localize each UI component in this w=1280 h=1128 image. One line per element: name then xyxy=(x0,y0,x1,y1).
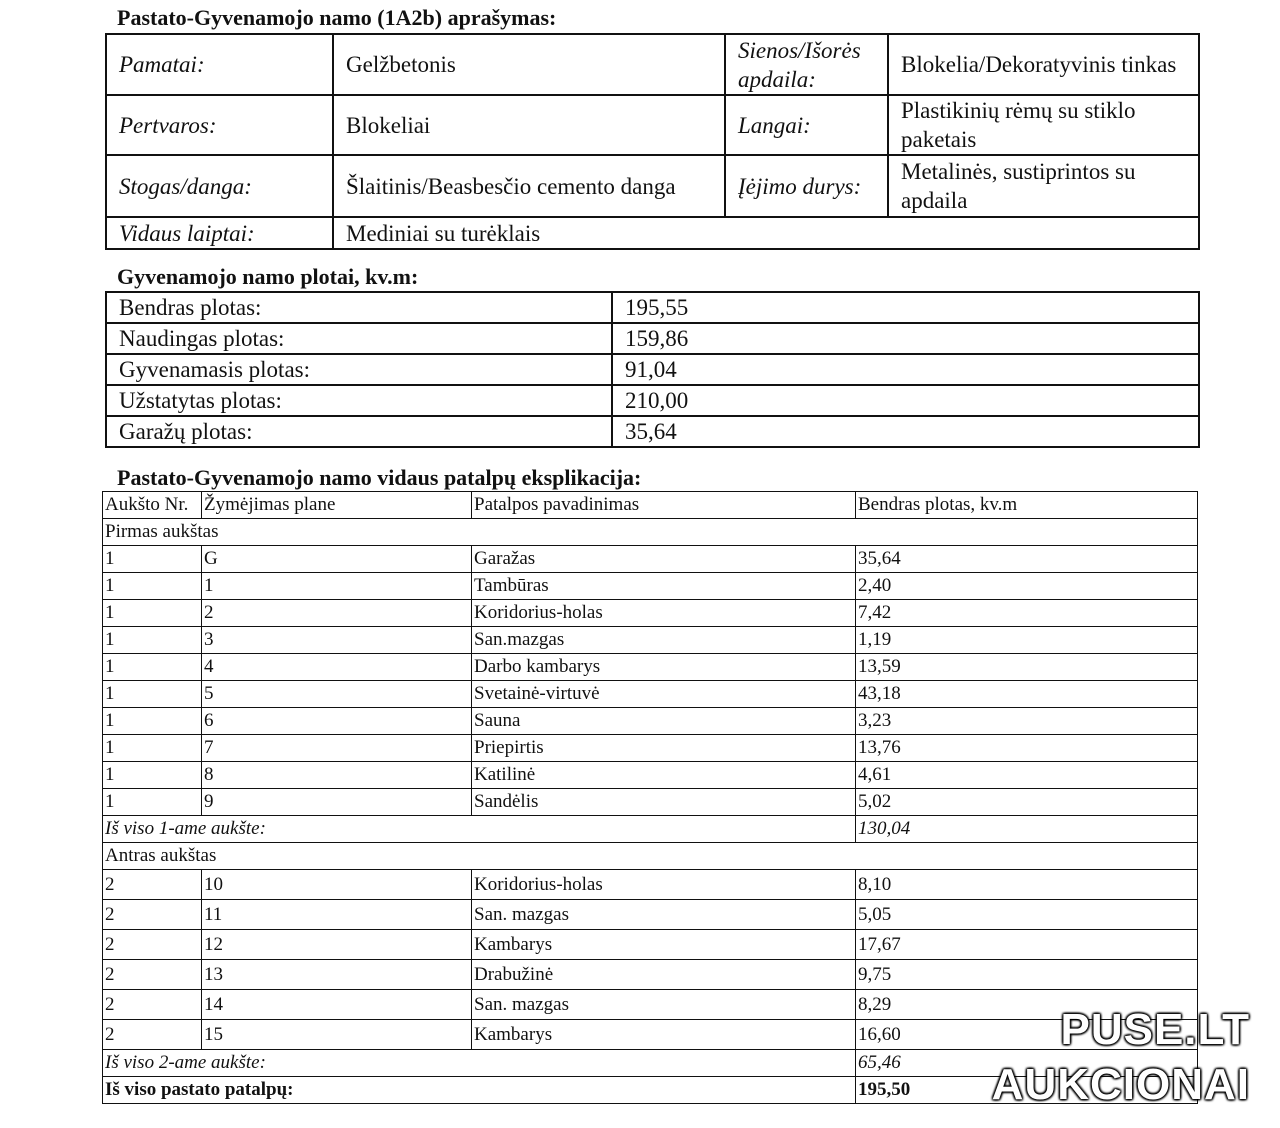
floor-cell: 1 xyxy=(103,654,202,681)
table-row xyxy=(103,735,1198,762)
plan-mark-cell: 6 xyxy=(202,708,472,735)
table-header-row xyxy=(103,492,1198,519)
floor1-sum-row xyxy=(103,816,1198,843)
table-row xyxy=(103,1020,1198,1050)
area-cell: 9,75 xyxy=(856,960,1198,990)
table-row xyxy=(103,600,1198,627)
table-row xyxy=(103,762,1198,789)
area-cell: 3,23 xyxy=(856,708,1198,735)
table-row xyxy=(103,681,1198,708)
windows-value: Plastikinių rėmų su stiklo paketais xyxy=(888,95,1199,155)
plan-mark-cell: 8 xyxy=(202,762,472,789)
area-cell: 8,29 xyxy=(856,990,1198,1020)
room-name-cell: Katilinė xyxy=(472,762,856,789)
area-cell: 7,42 xyxy=(856,600,1198,627)
table-row xyxy=(103,900,1198,930)
area-cell: 1,19 xyxy=(856,627,1198,654)
room-name-cell: Drabužinė xyxy=(472,960,856,990)
walls-value: Blokelia/Dekoratyvinis tinkas xyxy=(888,34,1199,95)
room-name-cell: Sandėlis xyxy=(472,789,856,816)
table-row xyxy=(106,354,1199,385)
area-cell: 8,10 xyxy=(856,870,1198,900)
watermark-line1: PUSE.LT xyxy=(1060,1005,1250,1054)
plan-mark-cell: 15 xyxy=(202,1020,472,1050)
floor-cell: 1 xyxy=(103,600,202,627)
plan-mark-cell: G xyxy=(202,546,472,573)
area-cell: 43,18 xyxy=(856,681,1198,708)
floor-cell: 1 xyxy=(103,735,202,762)
area-cell: 13,59 xyxy=(856,654,1198,681)
room-name-cell: San.mazgas xyxy=(472,627,856,654)
plan-mark-cell: 10 xyxy=(202,870,472,900)
total-value: 195,50 xyxy=(856,1077,1198,1104)
description-table xyxy=(105,33,1200,250)
header-area: Bendras plotas, kv.m xyxy=(856,492,1198,519)
plan-mark-cell: 7 xyxy=(202,735,472,762)
table-row xyxy=(103,627,1198,654)
floor1-section-row xyxy=(103,519,1198,546)
plan-mark-cell: 12 xyxy=(202,930,472,960)
areas-table xyxy=(105,291,1200,448)
floor-cell: 1 xyxy=(103,627,202,654)
plan-mark-cell: 4 xyxy=(202,654,472,681)
explication-title: Pastato-Gyvenamojo namo vidaus patalpų eksplikacija: xyxy=(117,465,642,490)
area-label: Naudingas plotas: xyxy=(106,323,612,354)
table-row xyxy=(103,546,1198,573)
room-name-cell: Koridorius-holas xyxy=(472,600,856,627)
table-row xyxy=(103,654,1198,681)
area-cell: 5,05 xyxy=(856,900,1198,930)
roof-label: Stogas/danga: xyxy=(106,155,333,217)
plan-mark-cell: 3 xyxy=(202,627,472,654)
description-title: Pastato-Gyvenamojo namo (1A2b) aprašymas: xyxy=(117,5,557,30)
floor-cell: 1 xyxy=(103,681,202,708)
table-row xyxy=(106,34,1199,95)
floor2-rows xyxy=(103,870,1198,1050)
entrance-door-label: Įėjimo durys: xyxy=(725,155,888,217)
stairs-value: Mediniai su turėklais xyxy=(333,217,1199,249)
table-row xyxy=(106,95,1199,155)
plan-mark-cell: 13 xyxy=(202,960,472,990)
plan-mark-cell: 1 xyxy=(202,573,472,600)
floor-cell: 1 xyxy=(103,789,202,816)
floor-cell: 1 xyxy=(103,762,202,789)
plan-mark-cell: 11 xyxy=(202,900,472,930)
total-label: Iš viso pastato patalpų: xyxy=(103,1077,856,1104)
table-row xyxy=(103,960,1198,990)
table-row xyxy=(103,870,1198,900)
floor-cell: 1 xyxy=(103,708,202,735)
floor-cell: 2 xyxy=(103,960,202,990)
entrance-door-value: Metalinės, sustiprintos su apdaila xyxy=(888,155,1199,217)
area-value: 35,64 xyxy=(612,416,1199,447)
room-name-cell: Darbo kambarys xyxy=(472,654,856,681)
floor-cell: 2 xyxy=(103,990,202,1020)
plan-mark-cell: 5 xyxy=(202,681,472,708)
room-name-cell: Sauna xyxy=(472,708,856,735)
floor-cell: 2 xyxy=(103,900,202,930)
roof-value: Šlaitinis/Beasbesčio cemento danga xyxy=(333,155,725,217)
area-cell: 5,02 xyxy=(856,789,1198,816)
plan-mark-cell: 2 xyxy=(202,600,472,627)
table-row xyxy=(106,416,1199,447)
watermark-line2: AUKCIONAI xyxy=(991,1060,1250,1109)
table-row xyxy=(106,292,1199,323)
windows-label: Langai: xyxy=(725,95,888,155)
table-row xyxy=(103,930,1198,960)
floor2-sum-label: Iš viso 2-ame aukšte: xyxy=(103,1050,856,1077)
area-value: 159,86 xyxy=(612,323,1199,354)
floor-cell: 1 xyxy=(103,573,202,600)
area-value: 195,55 xyxy=(612,292,1199,323)
stairs-label: Vidaus laiptai: xyxy=(106,217,333,249)
foundation-label: Pamatai: xyxy=(106,34,333,95)
area-cell: 2,40 xyxy=(856,573,1198,600)
table-row xyxy=(103,789,1198,816)
table-row xyxy=(106,385,1199,416)
area-cell: 13,76 xyxy=(856,735,1198,762)
room-name-cell: Kambarys xyxy=(472,1020,856,1050)
areas-title: Gyvenamojo namo plotai, kv.m: xyxy=(117,264,419,289)
table-row xyxy=(106,217,1199,249)
area-label: Gyvenamasis plotas: xyxy=(106,354,612,385)
area-value: 91,04 xyxy=(612,354,1199,385)
area-label: Užstatytas plotas: xyxy=(106,385,612,416)
partitions-label: Pertvaros: xyxy=(106,95,333,155)
room-name-cell: Garažas xyxy=(472,546,856,573)
floor-cell: 2 xyxy=(103,1020,202,1050)
partitions-value: Blokeliai xyxy=(333,95,725,155)
floor1-label: Pirmas aukštas xyxy=(103,519,1198,546)
area-label: Garažų plotas: xyxy=(106,416,612,447)
floor-cell: 2 xyxy=(103,930,202,960)
plan-mark-cell: 9 xyxy=(202,789,472,816)
table-row xyxy=(106,155,1199,217)
room-name-cell: San. mazgas xyxy=(472,990,856,1020)
table-row xyxy=(103,990,1198,1020)
floor2-section-row xyxy=(103,843,1198,870)
area-cell: 4,61 xyxy=(856,762,1198,789)
room-name-cell: Kambarys xyxy=(472,930,856,960)
header-room-name: Patalpos pavadinimas xyxy=(472,492,856,519)
floor1-sum-value: 130,04 xyxy=(856,816,1198,843)
area-cell: 35,64 xyxy=(856,546,1198,573)
floor-cell: 1 xyxy=(103,546,202,573)
explication-table xyxy=(102,491,1198,1104)
floor1-sum-label: Iš viso 1-ame aukšte: xyxy=(103,816,856,843)
room-name-cell: Svetainė-virtuvė xyxy=(472,681,856,708)
foundation-value: Gelžbetonis xyxy=(333,34,725,95)
table-row xyxy=(103,708,1198,735)
floor2-label: Antras aukštas xyxy=(103,843,1198,870)
floor1-rows xyxy=(103,546,1198,816)
plan-mark-cell: 14 xyxy=(202,990,472,1020)
area-cell: 17,67 xyxy=(856,930,1198,960)
walls-label: Sienos/Išorės apdaila: xyxy=(725,34,888,95)
room-name-cell: Tambūras xyxy=(472,573,856,600)
header-plan-mark: Žymėjimas plane xyxy=(202,492,472,519)
table-row xyxy=(103,573,1198,600)
header-floor: Aukšto Nr. xyxy=(103,492,202,519)
floor-cell: 2 xyxy=(103,870,202,900)
area-value: 210,00 xyxy=(612,385,1199,416)
area-label: Bendras plotas: xyxy=(106,292,612,323)
room-name-cell: Koridorius-holas xyxy=(472,870,856,900)
room-name-cell: Priepirtis xyxy=(472,735,856,762)
area-cell: 16,60 xyxy=(856,1020,1198,1050)
table-row xyxy=(106,323,1199,354)
floor2-sum-value: 65,46 xyxy=(856,1050,1198,1077)
room-name-cell: San. mazgas xyxy=(472,900,856,930)
